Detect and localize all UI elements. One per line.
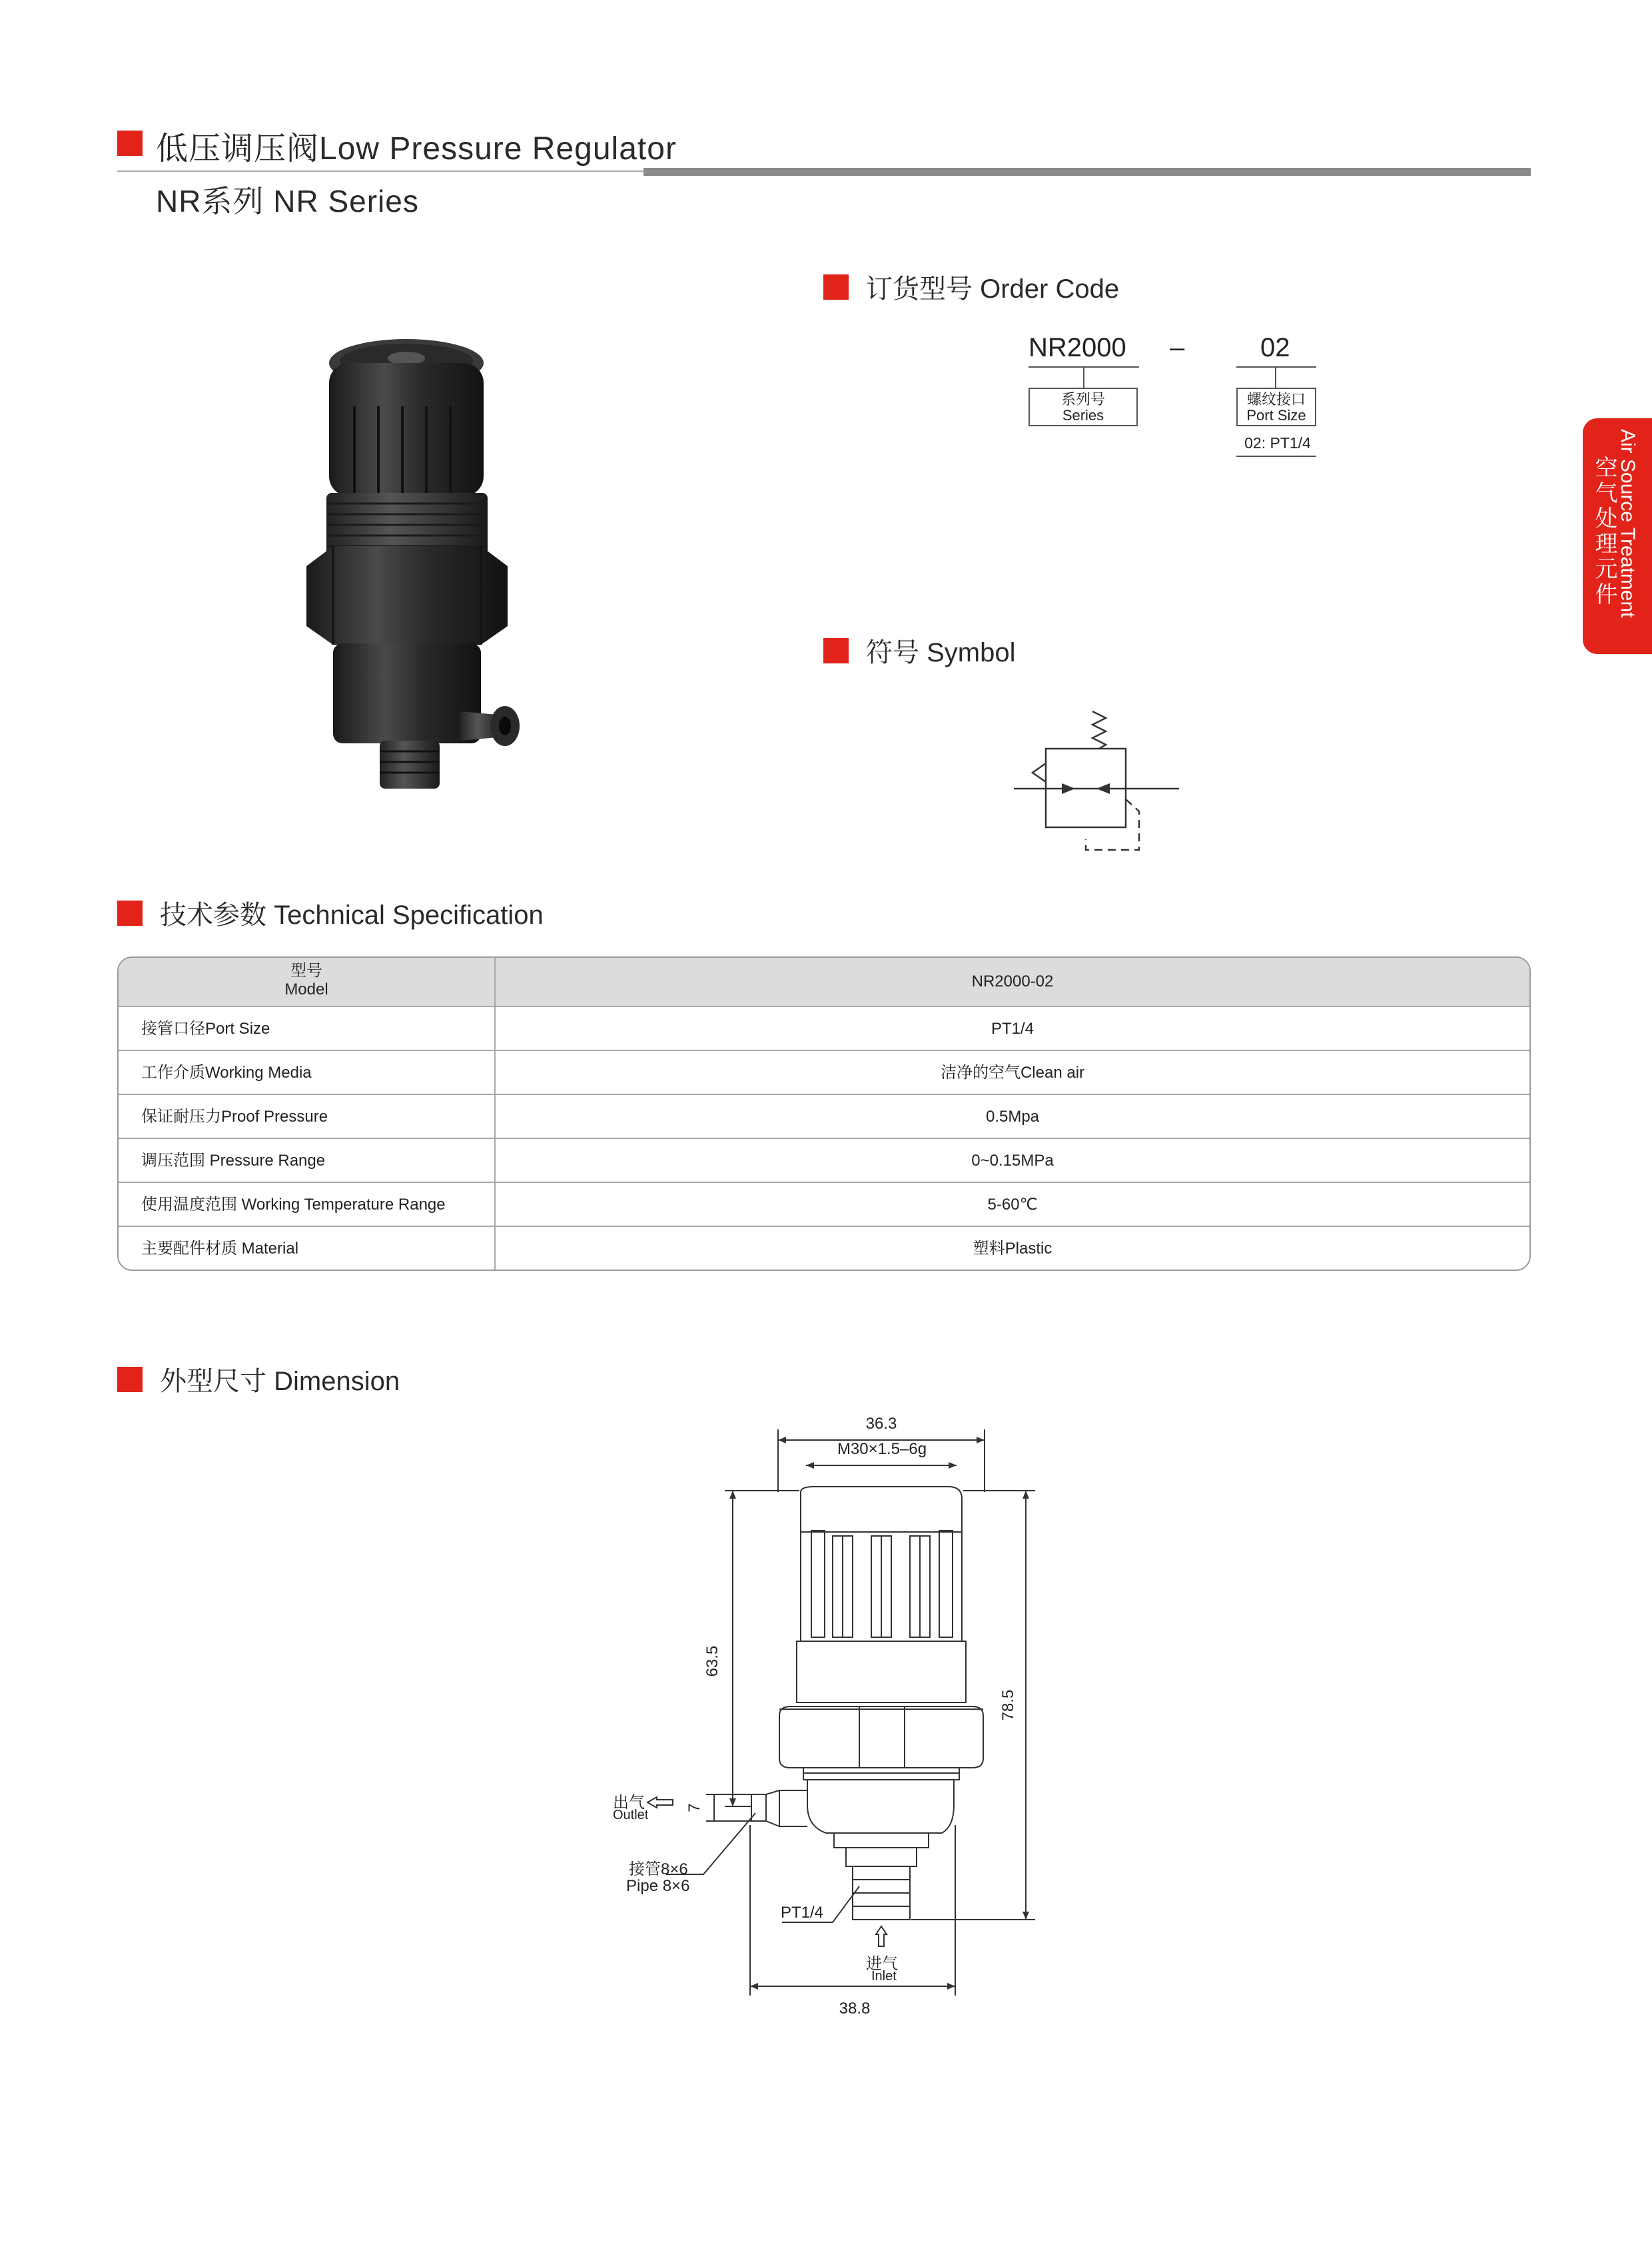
order-code-tick-suffix (1275, 366, 1276, 388)
dimension-marker (117, 1367, 143, 1392)
row-label: 接管口径Port Size (141, 1020, 270, 1038)
pipe-label-cn: 接管8×6 (629, 1860, 688, 1878)
series-box (1029, 388, 1138, 426)
port-option-rule (1236, 456, 1316, 457)
title-rule-thick (643, 168, 1531, 176)
title-marker (117, 131, 143, 156)
table-row (119, 1138, 1529, 1182)
side-tab (1583, 418, 1652, 654)
side-tab-en: Air Source Treatment (1617, 429, 1639, 618)
header-model-label (119, 962, 494, 999)
product-photo (293, 333, 533, 799)
order-code-suffix: 02 (1260, 333, 1290, 362)
inlet-label-en: Inlet (871, 1969, 897, 1984)
port-label: PT1/4 (781, 1904, 824, 1922)
symbol-marker (823, 638, 849, 663)
row-value: 0.5Mpa (985, 1108, 1040, 1126)
series-box-cn: 系列号 (1060, 391, 1105, 408)
spec-table-header (119, 958, 1529, 1006)
row-value: PT1/4 (991, 1020, 1034, 1038)
port-box-en: Port Size (1246, 407, 1306, 424)
row-label: 主要配件材质 Material (141, 1240, 299, 1258)
row-value: 0~0.15MPa (971, 1152, 1054, 1170)
symbol-heading: 符号 Symbol (866, 638, 1016, 667)
series-subtitle: NR系列 NR Series (156, 184, 419, 218)
table-row (119, 1006, 1529, 1050)
outlet-label-cn: 出气 (613, 1794, 645, 1812)
row-label: 工作介质Working Media (141, 1064, 312, 1082)
order-code-underline-suffix (1236, 366, 1316, 368)
port-box-cn: 螺纹接口 (1246, 391, 1306, 408)
dimension-drawing (600, 1412, 1066, 2025)
title-rule-thin (117, 171, 643, 172)
header-model-en: Model (284, 980, 328, 998)
dim-thread: M30×1.5–6g (837, 1440, 927, 1458)
table-row (119, 1050, 1529, 1094)
side-tab-cn: 空气处理元件 (1591, 456, 1617, 607)
order-code-tick-model (1083, 366, 1084, 388)
row-label: 保证耐压力Proof Pressure (141, 1108, 328, 1126)
port-box (1236, 388, 1316, 426)
dim-height-right: 78.5 (999, 1689, 1017, 1721)
order-code-marker (823, 274, 849, 300)
port-option: 02: PT1/4 (1244, 434, 1311, 452)
dim-outlet-offset: 7 (685, 1803, 703, 1812)
order-code-model: NR2000 (1029, 333, 1126, 362)
spec-table (117, 956, 1531, 1271)
spec-heading: 技术参数 Technical Specification (160, 901, 544, 930)
row-label: 调压范围 Pressure Range (141, 1152, 326, 1170)
dim-width-bottom: 38.8 (839, 2000, 871, 2018)
pneumatic-symbol (1006, 699, 1192, 859)
row-value: 5-60℃ (987, 1196, 1038, 1214)
series-box-en: Series (1062, 407, 1104, 424)
inlet-label-cn: 进气 (866, 1955, 898, 1973)
row-label: 使用温度范围 Working Temperature Range (141, 1196, 446, 1214)
row-value: 塑料Plastic (973, 1240, 1052, 1258)
column-separator (494, 958, 496, 1270)
order-code-dash: – (1170, 333, 1185, 362)
row-value: 洁净的空气Clean air (940, 1064, 1085, 1082)
header-model-cn: 型号 (290, 962, 322, 980)
dim-width-top: 36.3 (865, 1415, 897, 1433)
outlet-label-en: Outlet (613, 1808, 649, 1822)
table-row (119, 1226, 1529, 1270)
dim-height-left: 63.5 (703, 1645, 721, 1677)
order-code-heading: 订货型号 Order Code (866, 274, 1120, 304)
header-model-value: NR2000-02 (971, 972, 1054, 990)
pipe-label-en: Pipe 8×6 (626, 1877, 690, 1895)
spec-marker (117, 901, 143, 926)
table-row (119, 1094, 1529, 1138)
page-title: 低压调压阀Low Pressure Regulator (156, 131, 677, 167)
dimension-heading: 外型尺寸 Dimension (160, 1367, 400, 1396)
table-row (119, 1182, 1529, 1226)
